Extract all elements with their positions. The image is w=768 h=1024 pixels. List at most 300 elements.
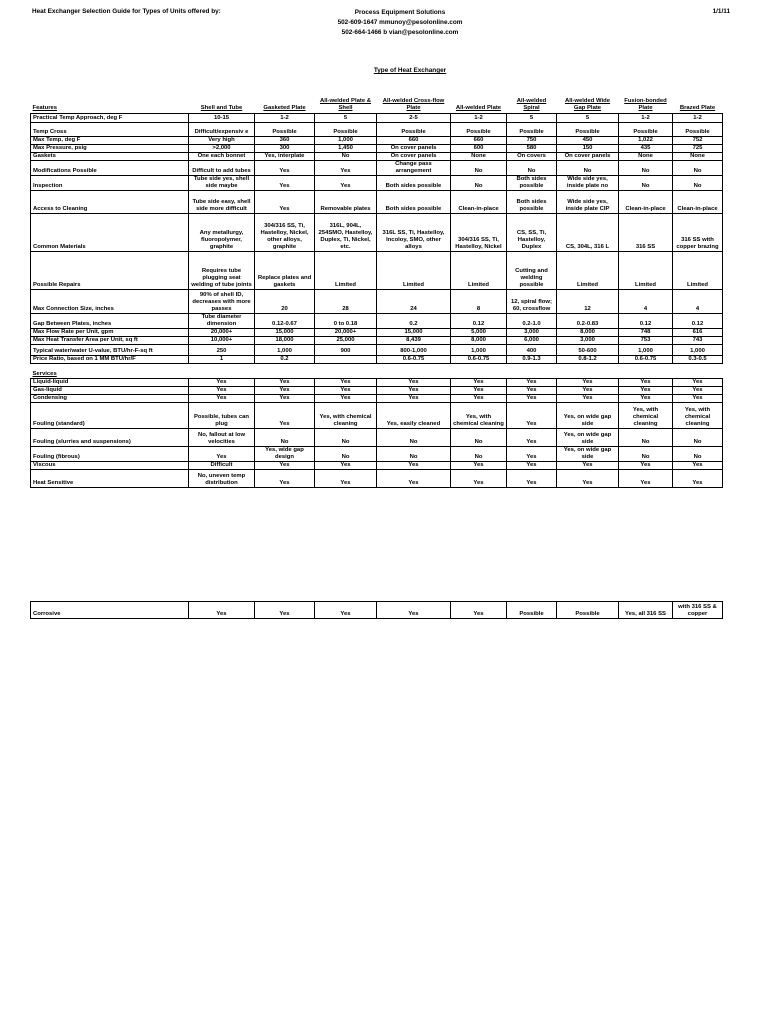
column-header-row [31,82,723,114]
value-cell: No [377,447,451,462]
column-header-label: All-welded Cross-flow Plate [382,98,445,111]
value-cell: CS, SS, Ti, Hastelloy, Duplex [507,214,557,252]
value-cell: Yes [315,395,377,403]
value-cell [255,369,315,379]
value-cell: Limited [451,252,507,290]
value-cell: Yes [557,470,619,488]
value-cell: 800-1,000 [377,345,451,356]
value-cell: Yes [377,462,451,470]
value-cell: Yes [619,470,673,488]
corrosive-table [30,601,723,619]
table-row [31,462,723,470]
column-header-exchanger-type [507,82,557,114]
value-cell: Yes, on wide gap side [557,447,619,462]
value-cell: 8 [451,290,507,314]
column-header-exchanger-type [315,82,377,114]
value-cell: Possible [451,123,507,137]
table-row [31,123,723,137]
value-cell: Possible [673,123,723,137]
column-header-label: Fusion-bonded Plate [624,98,667,111]
value-cell: CS, 304L, 316 L [557,214,619,252]
value-cell: Yes [377,379,451,387]
value-cell: 0.2 [377,314,451,329]
value-cell: Clean-in-place [451,191,507,214]
value-cell: Yes, wide gap design [255,447,315,462]
feature-label-cell: Max Flow Rate per Unit, gpm [31,329,189,337]
services-heading: Services [32,371,57,377]
value-cell: 304/316 SS, Ti, Hastelloy, Nickel, other alloys, graphite [255,214,315,252]
column-header-label: All-welded Wide Gap Plate [564,98,611,111]
value-cell: 316 SS with copper brazing [673,214,723,252]
value-cell: Replace plates and gaskets [255,252,315,290]
value-cell: Possible [315,123,377,137]
value-cell: Yes [315,462,377,470]
feature-label-cell [31,369,189,379]
value-cell: Wide side yes, inside plate CIP [557,191,619,214]
value-cell: 0.9-1.3 [507,356,557,364]
value-cell: Possible [507,123,557,137]
value-cell: Yes, with chemical cleaning [451,403,507,429]
table-body [31,114,723,488]
value-cell: Yes [315,379,377,387]
value-cell: Difficult to add tubes [189,161,255,176]
table-row [31,447,723,462]
value-cell: 5,000 [451,329,507,337]
table-row [31,114,723,123]
value-cell: Yes [557,462,619,470]
value-cell: Yes [255,161,315,176]
value-cell: 0.12 [451,314,507,329]
value-cell: Yes [619,379,673,387]
value-cell: 435 [619,145,673,153]
value-cell: Difficult [189,462,255,470]
value-cell: No [315,153,377,161]
value-cell: Change pass arrangement [377,161,451,176]
value-cell: 752 [673,137,723,145]
value-cell: 580 [507,145,557,153]
value-cell: No [673,161,723,176]
feature-label-cell: Modifications Possible [31,161,189,176]
services-section-row [31,369,723,379]
table-row [31,290,723,314]
value-cell: 5 [557,114,619,123]
value-cell: Yes [255,403,315,429]
feature-label-cell: Gaskets [31,153,189,161]
company-contact-block [300,8,500,38]
value-cell: 2-5 [377,114,451,123]
value-cell: Tube diameter dimension [189,314,255,329]
value-cell: 900 [315,345,377,356]
table-row [31,176,723,191]
value-cell: 10-15 [189,114,255,123]
table-row [31,191,723,214]
feature-label-cell: Temp Cross [31,123,189,137]
value-cell: 0.12 [673,314,723,329]
value-cell: 1,000 [673,345,723,356]
value-cell [377,369,451,379]
value-cell: Yes [451,379,507,387]
table-row [31,345,723,356]
value-cell: 12 [557,290,619,314]
value-cell: Very high [189,137,255,145]
value-cell: On covers [507,153,557,161]
value-cell: Yes [255,395,315,403]
value-cell: Yes, with chemical cleaning [315,403,377,429]
value-cell: Yes [377,387,451,395]
column-header-exchanger-type [619,82,673,114]
contact-line-1: 502-609-1647 mmunoy@pesolonline.com [337,19,463,26]
value-cell [673,369,723,379]
column-header-label: Gasketed Plate [263,105,306,111]
value-cell: 725 [673,145,723,153]
value-cell: On cover panels [377,145,451,153]
value-cell: Yes [189,387,255,395]
table-row [31,356,723,364]
feature-label-cell: Viscous [31,462,189,470]
value-cell: 0.2-0.83 [557,314,619,329]
value-cell: Yes [255,176,315,191]
value-cell: 400 [507,345,557,356]
value-cell: 750 [507,137,557,145]
column-header-exchanger-type [673,82,723,114]
value-cell: 316 SS [619,214,673,252]
document-date: 1/1/11 [712,8,730,15]
value-cell: Yes [255,191,315,214]
value-cell: Limited [315,252,377,290]
value-cell: 3,000 [557,337,619,345]
table-row-corrosive [31,602,723,619]
value-cell: Possible [377,123,451,137]
value-cell: Yes [255,462,315,470]
value-cell: Yes [619,395,673,403]
value-cell: No [673,176,723,191]
table-row [31,395,723,403]
value-cell: Yes [315,470,377,488]
value-cell: 10,000+ [189,337,255,345]
value-cell: 25,000 [315,337,377,345]
value-cell [451,369,507,379]
value-cell: 1,000 [255,345,315,356]
feature-label-cell: Heat Sensitive [31,470,189,488]
value-cell: Yes [451,602,507,619]
value-cell: Yes [315,161,377,176]
value-cell: Yes [557,395,619,403]
value-cell: 1-2 [451,114,507,123]
value-cell: >2,000 [189,145,255,153]
value-cell: 12, spiral flow; 60, crossflow [507,290,557,314]
value-cell: Both sides possible [377,191,451,214]
value-cell: Yes, on wide gap side [557,403,619,429]
value-cell: Yes, easily cleaned [377,403,451,429]
value-cell: 24 [377,290,451,314]
value-cell [315,369,377,379]
value-cell: Wide side yes, inside plate no [557,176,619,191]
value-cell: Yes [189,395,255,403]
table-row [31,403,723,429]
value-cell: No [315,429,377,447]
value-cell: Yes [507,462,557,470]
contact-line-2: 502-664-1466 b vian@pesolonline.com [341,29,459,36]
company-name: Process Equipment Solutions [354,9,446,16]
value-cell: Yes [255,387,315,395]
value-cell [557,369,619,379]
value-cell: 743 [673,337,723,345]
value-cell: 0.12-0.67 [255,314,315,329]
value-cell: 304/316 SS, Ti, Hastelloy, Nickel [451,214,507,252]
type-of-exchanger-heading: Type of Heat Exchanger [373,67,447,74]
value-cell: 20,000+ [189,329,255,337]
value-cell: 15,000 [377,329,451,337]
value-cell: Both sides possible [507,191,557,214]
value-cell: Possible [255,123,315,137]
value-cell: Yes [507,403,557,429]
column-header-label: All-welded Spiral [516,98,547,111]
value-cell: Both sides possible [507,176,557,191]
value-cell: Yes [451,462,507,470]
value-cell: Yes, interplate [255,153,315,161]
feature-label-cell: Max Pressure, psig [31,145,189,153]
value-cell: Yes, with chemical cleaning [673,403,723,429]
value-cell [507,369,557,379]
value-cell: No [673,429,723,447]
value-cell: Yes [189,447,255,462]
value-cell: 0.2-1.0 [507,314,557,329]
value-cell: 316L SS, Ti, Hastelloy, Incoloy, SMO, other alloys [377,214,451,252]
value-cell: Yes [557,387,619,395]
feature-label-cell: Fouling (fibrous) [31,447,189,462]
value-cell: 0.12 [619,314,673,329]
table-row [31,153,723,161]
value-cell: Yes [377,395,451,403]
value-cell: 5 [507,114,557,123]
value-cell: 18,000 [255,337,315,345]
value-cell: Yes [557,379,619,387]
value-cell: Yes, with chemical cleaning [619,403,673,429]
value-cell: 0 to 0.18 [315,314,377,329]
value-cell: 0.3-0.5 [673,356,723,364]
value-cell: No [619,429,673,447]
feature-label-cell: Max Heat Transfer Area per Unit, sq ft [31,337,189,345]
value-cell: Yes [315,176,377,191]
value-cell: Difficult/expensiv e [189,123,255,137]
feature-label-cell: Corrosive [31,602,189,619]
value-cell: Yes [507,429,557,447]
value-cell: 6,000 [507,337,557,345]
value-cell: Yes [507,447,557,462]
column-header-label: Features [32,105,58,111]
value-cell [315,356,377,364]
value-cell: 250 [189,345,255,356]
value-cell: Limited [557,252,619,290]
value-cell: Yes [673,470,723,488]
column-header-exchanger-type [255,82,315,114]
table-row [31,314,723,329]
feature-label-cell: Gas-liquid [31,387,189,395]
value-cell: 0.8-1.2 [557,356,619,364]
value-cell: Limited [619,252,673,290]
value-cell: Yes [255,602,315,619]
table-row [31,214,723,252]
value-cell: 1 [189,356,255,364]
value-cell: 3,000 [507,329,557,337]
table-row [31,145,723,153]
value-cell: No [673,447,723,462]
value-cell: None [451,153,507,161]
value-cell: Cutting and welding possible [507,252,557,290]
heat-exchanger-comparison-table [30,82,723,488]
value-cell: No [619,447,673,462]
feature-label-cell: Condensing [31,395,189,403]
value-cell: Yes [507,387,557,395]
value-cell: 15,000 [255,329,315,337]
value-cell: No [557,161,619,176]
value-cell: 20,000+ [315,329,377,337]
value-cell: 8,439 [377,337,451,345]
value-cell [619,369,673,379]
feature-label-cell: Max Temp, deg F [31,137,189,145]
value-cell: Yes, all 316 SS [619,602,673,619]
table-row [31,387,723,395]
value-cell: 360 [255,137,315,145]
column-header-exchanger-type [189,82,255,114]
value-cell: Yes [619,387,673,395]
value-cell: Yes [507,379,557,387]
table-row [31,379,723,387]
value-cell: 600 [451,145,507,153]
column-header-exchanger-type [557,82,619,114]
value-cell: 1-2 [673,114,723,123]
feature-label-cell: Access to Cleaning [31,191,189,214]
value-cell: No [255,429,315,447]
column-header-label: All-welded Plate [455,105,502,111]
value-cell: 1,000 [619,345,673,356]
value-cell: No, uneven temp distribution [189,470,255,488]
value-cell: None [619,153,673,161]
value-cell: 20 [255,290,315,314]
value-cell: No [451,176,507,191]
value-cell: Yes [451,470,507,488]
value-cell: 5 [315,114,377,123]
value-cell: 1-2 [255,114,315,123]
value-cell: Yes [673,462,723,470]
value-cell: Yes [255,470,315,488]
value-cell: No [619,176,673,191]
value-cell: Requires tube plugging seat welding of tube joints [189,252,255,290]
value-cell: 450 [557,137,619,145]
value-cell: Yes [255,379,315,387]
feature-label-cell: Inspection [31,176,189,191]
value-cell: 300 [255,145,315,153]
value-cell: None [673,153,723,161]
column-header-features [31,82,189,114]
column-header-label: Shell and Tube [200,105,243,111]
feature-label-cell: Max Connection Size, inches [31,290,189,314]
feature-label-cell: Common Materials [31,214,189,252]
value-cell: Possible [557,123,619,137]
value-cell: 616 [673,329,723,337]
value-cell: No [315,447,377,462]
value-cell: No [451,447,507,462]
value-cell: No [507,161,557,176]
feature-label-cell: Fouling (slurries and suspensions) [31,429,189,447]
feature-label-cell: Fouling (standard) [31,403,189,429]
value-cell: Yes [451,387,507,395]
column-header-exchanger-type [377,82,451,114]
value-cell: On cover panels [377,153,451,161]
value-cell: Yes [507,470,557,488]
table-row [31,137,723,145]
value-cell: 1-2 [619,114,673,123]
value-cell: 0.6-0.75 [451,356,507,364]
value-cell: 4 [619,290,673,314]
value-cell: Yes [673,379,723,387]
value-cell: 1,022 [619,137,673,145]
value-cell: with 316 SS & copper [673,602,723,619]
feature-label-cell: Practical Temp Approach, deg F [31,114,189,123]
column-header-exchanger-type [451,82,507,114]
value-cell: Clean-in-place [673,191,723,214]
value-cell: 28 [315,290,377,314]
feature-label-cell: Price Ratio, based on 1 MM BTU/hr/F [31,356,189,364]
value-cell: 660 [377,137,451,145]
feature-label-cell: Possible Repairs [31,252,189,290]
value-cell: Clean-in-place [619,191,673,214]
value-cell: Tube side easy, shell side more difficult [189,191,255,214]
value-cell: Possible [557,602,619,619]
value-cell: Yes, on wide gap side [557,429,619,447]
value-cell: 0.6-0.75 [619,356,673,364]
value-cell: No [619,161,673,176]
value-cell [189,369,255,379]
value-cell: Limited [673,252,723,290]
value-cell: 8,000 [451,337,507,345]
feature-label-cell: Gap Between Plates, inches [31,314,189,329]
value-cell: Tube side yes, shell side maybe [189,176,255,191]
value-cell: On cover panels [557,153,619,161]
value-cell: 0.2 [255,356,315,364]
value-cell: Possible [619,123,673,137]
feature-label-cell: Liquid-liquid [31,379,189,387]
value-cell: 1,000 [315,137,377,145]
document-title: Heat Exchanger Selection Guide for Types of Units offered by: [32,8,221,15]
value-cell: Yes [189,379,255,387]
value-cell: Yes [673,387,723,395]
table-row [31,337,723,345]
table-row [31,161,723,176]
value-cell: Any metallurgy, fluoropolymer, graphite [189,214,255,252]
value-cell: Yes [377,470,451,488]
value-cell: No [377,429,451,447]
value-cell: Possible, tubes can plug [189,403,255,429]
value-cell: Limited [377,252,451,290]
value-cell: No [451,429,507,447]
value-cell: 748 [619,329,673,337]
value-cell: 50-600 [557,345,619,356]
value-cell: 660 [451,137,507,145]
value-cell: 1,000 [451,345,507,356]
value-cell: One each bonnet [189,153,255,161]
value-cell: 753 [619,337,673,345]
value-cell: 8,000 [557,329,619,337]
value-cell: Yes [315,387,377,395]
value-cell: 150 [557,145,619,153]
column-header-label: Brazed Plate [679,105,716,111]
value-cell: 0.6-0.75 [377,356,451,364]
value-cell: Yes [377,602,451,619]
value-cell: 1,450 [315,145,377,153]
table-row [31,252,723,290]
table-row [31,470,723,488]
